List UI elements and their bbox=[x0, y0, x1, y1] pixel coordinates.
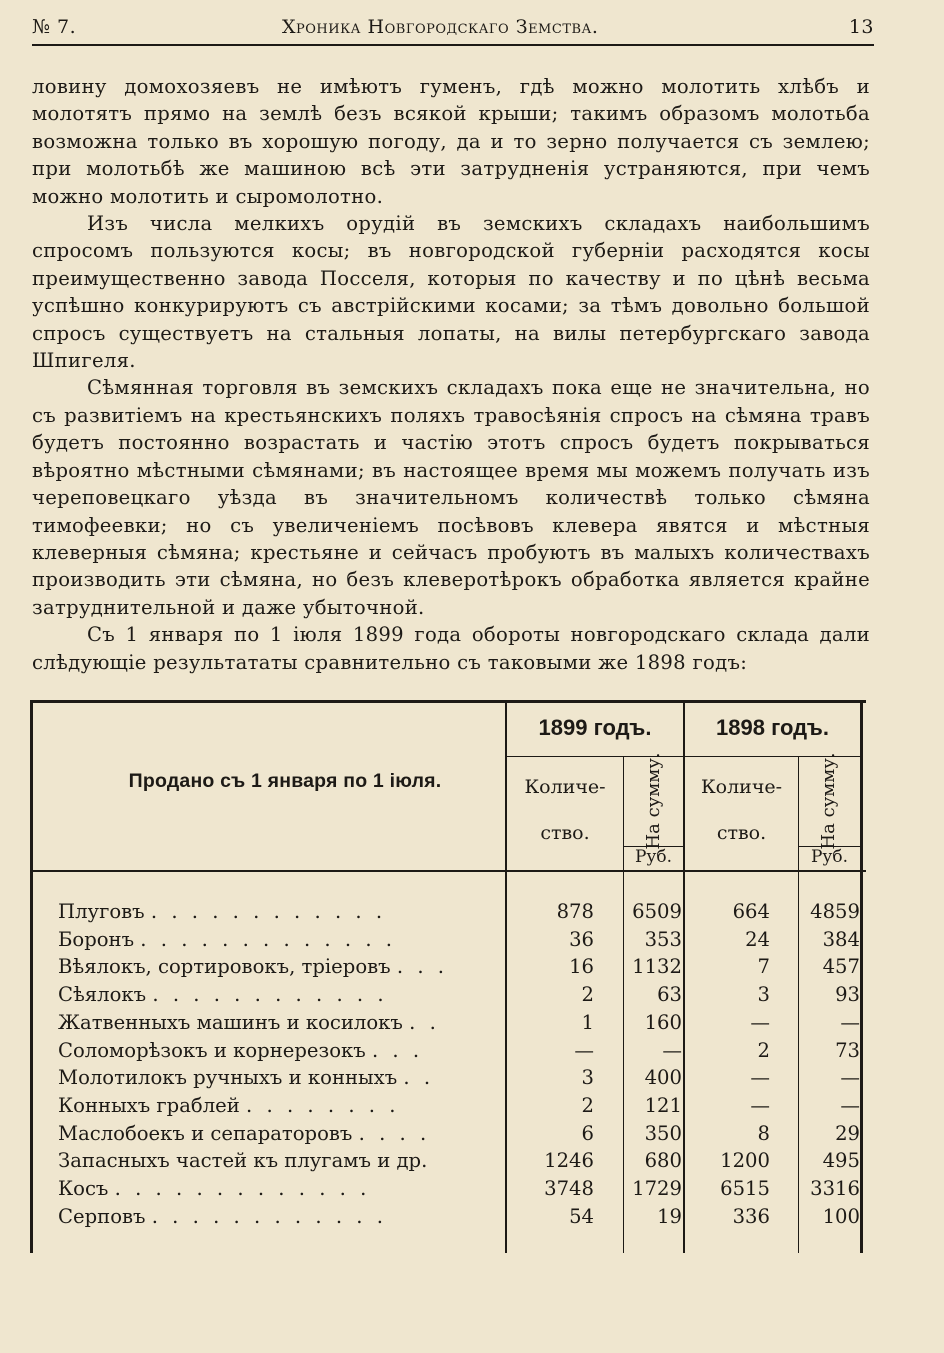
qty-1899-cell: 6 bbox=[581, 1121, 594, 1145]
table-row bbox=[30, 898, 866, 926]
qty-1899-cell: — bbox=[574, 1038, 594, 1062]
row-label bbox=[58, 898, 498, 926]
year-1898-header: 1898 годъ. bbox=[716, 715, 829, 740]
row-label-text: Вѣялокъ, сортировокъ, тріеровъ bbox=[58, 955, 391, 979]
row-label-text: Косъ bbox=[58, 1177, 109, 1200]
qty-header-top: Количе- bbox=[524, 776, 606, 798]
paragraph: ловину домохозяевъ не имѣютъ гуменъ, гдѣ можно молотить хлѣбъ и молотятъ прямо на землѣ безъ всякой крыши; такимъ образомъ молотьба возможна только въ хорошую погоду, да и то зерно получается съ землею; при молотьбѣ же машиною всѣ эти затрудненія устраняются, при чемъ можно молотить и сыромолотно. bbox=[32, 75, 870, 208]
qty-1898-cell: 336 bbox=[732, 1204, 770, 1228]
sum-1899-cell: 400 bbox=[644, 1066, 682, 1090]
row-label-text: Сѣялокъ bbox=[58, 983, 147, 1007]
paragraph: Сѣмянная торговля въ земскихъ складахъ пока еще не значительна, но съ развитіемъ на крестьянскихъ поляхъ травосѣянія спросъ на сѣмяна травъ будетъ постоянно возрастать и частію этотъ спросъ будетъ покрываться вѣроятно мѣстными сѣмянами; въ настоящее время мы можемъ получать изъ череповецкаго уѣзда въ значительномъ количествѣ только сѣмяна тимофеевки; но съ увеличеніемъ посѣвовъ клевера явятся и мѣстныя клеверныя сѣмяна; крестьяне и сейчасъ пробуютъ въ малыхъ количествахъ производить эти сѣмяна, но безъ клеверотѣрокъ обработка является крайне затруднительной и даже убыточной. bbox=[32, 376, 870, 619]
year-rule bbox=[505, 756, 863, 757]
qty-header-top: Количе- bbox=[700, 776, 783, 798]
running-header bbox=[32, 10, 874, 44]
qty-1899-cell: 3 bbox=[581, 1066, 594, 1090]
table-row bbox=[30, 1175, 866, 1203]
row-label-text: Запасныхъ частей къ плугамъ и др. bbox=[58, 1149, 428, 1173]
qty-1899-cell: 878 bbox=[556, 900, 594, 923]
qty-1898-cell: — bbox=[750, 1010, 770, 1034]
qty-1898-cell: 2 bbox=[757, 1038, 770, 1062]
leader-dots: . . . . . . . . . . . . bbox=[151, 1204, 387, 1228]
row-label-text: Соломорѣзокъ и корнерезокъ bbox=[58, 1038, 366, 1062]
sum-1898-cell: 29 bbox=[835, 1121, 860, 1145]
qty-header-bottom: ство. bbox=[716, 822, 767, 844]
qty-1899-cell: 1 bbox=[581, 1010, 594, 1034]
leader-dots: . . . . . . . . bbox=[246, 1093, 400, 1117]
table-row bbox=[30, 1120, 866, 1148]
year-1899-header: 1899 годъ. bbox=[538, 715, 652, 740]
row-label bbox=[58, 981, 498, 1009]
qty-1898-cell: 7 bbox=[757, 955, 770, 979]
qty-1898-cell: 664 bbox=[732, 900, 770, 923]
row-label bbox=[58, 953, 498, 981]
leader-dots: . . bbox=[409, 1010, 440, 1034]
table-row bbox=[30, 953, 866, 981]
sum-1899-cell: 6509 bbox=[632, 900, 682, 923]
sum-1899-cell: 353 bbox=[644, 927, 682, 951]
table-row bbox=[30, 1009, 866, 1037]
header-rule bbox=[32, 44, 874, 46]
table-row bbox=[30, 1092, 866, 1120]
qty-1899-cell: 16 bbox=[569, 955, 594, 979]
sum-1898-cell: — bbox=[840, 1066, 860, 1090]
row-label bbox=[58, 1203, 498, 1231]
qty-header-1898 bbox=[685, 764, 798, 856]
sum-header-1898: На сумму. bbox=[818, 752, 839, 850]
table-row bbox=[30, 1147, 866, 1175]
sum-1899-cell: 160 bbox=[644, 1010, 682, 1034]
sum-1899-cell: 63 bbox=[657, 983, 682, 1007]
page-number: 13 bbox=[848, 16, 874, 38]
rub-header-1899: Руб. bbox=[634, 847, 673, 867]
qty-1898-cell: 24 bbox=[745, 927, 770, 951]
sum-1898-cell: 457 bbox=[822, 955, 860, 979]
sum-1898-cell: 100 bbox=[822, 1204, 860, 1228]
leader-dots: . . . . . . . . . . . . bbox=[152, 983, 388, 1007]
table-row bbox=[30, 981, 866, 1009]
journal-title: Хроника Новгородскаго Земства. bbox=[282, 16, 599, 38]
leader-dots: . . bbox=[403, 1066, 435, 1090]
sum-1899-cell: 1132 bbox=[632, 955, 682, 979]
qty-header-1899 bbox=[507, 764, 623, 856]
sum-1898-cell: 73 bbox=[835, 1038, 860, 1062]
row-label-text: Серповъ bbox=[58, 1204, 146, 1228]
row-label bbox=[58, 1009, 498, 1037]
row-label bbox=[58, 1147, 498, 1175]
issue-number: № 7. bbox=[32, 16, 77, 38]
sum-header-1899: На сумму. bbox=[643, 752, 664, 850]
sum-1899-cell: 680 bbox=[644, 1149, 682, 1173]
rub-header-1898: Руб. bbox=[810, 847, 849, 867]
sum-1898-cell: 4859 bbox=[810, 900, 860, 923]
row-label bbox=[58, 1064, 498, 1092]
qty-1898-cell: — bbox=[750, 1066, 770, 1090]
table-top-rule bbox=[30, 700, 866, 703]
table-row bbox=[30, 1203, 866, 1231]
qty-header-bottom: ство. bbox=[540, 822, 590, 844]
sum-1899-cell: 350 bbox=[644, 1121, 682, 1145]
row-label-text: Плуговъ bbox=[58, 900, 145, 923]
row-label bbox=[58, 1120, 498, 1148]
body-text bbox=[32, 73, 870, 676]
qty-1898-cell: 3 bbox=[757, 983, 770, 1007]
leader-dots: . . . . . . . . . . . . bbox=[150, 900, 387, 923]
sum-1899-cell: 19 bbox=[657, 1204, 682, 1228]
row-label-text: Маслобоекъ и сепараторовъ bbox=[58, 1121, 353, 1145]
table-row bbox=[30, 926, 866, 954]
leader-dots: . . . bbox=[371, 1038, 424, 1062]
qty-1899-cell: 1246 bbox=[544, 1149, 594, 1173]
sum-1899-cell: 1729 bbox=[632, 1177, 682, 1200]
sum-1899-cell: 121 bbox=[644, 1093, 682, 1117]
qty-1899-cell: 54 bbox=[569, 1204, 594, 1228]
qty-1898-cell: 6515 bbox=[720, 1177, 770, 1200]
qty-1898-cell: 1200 bbox=[720, 1149, 770, 1173]
leader-dots: . . . . bbox=[358, 1121, 431, 1145]
qty-1898-cell: — bbox=[750, 1093, 770, 1117]
main-column-header: Продано съ 1 января по 1 іюля. bbox=[128, 770, 442, 792]
leader-dots: . . . bbox=[396, 955, 449, 979]
sum-1898-cell: — bbox=[840, 1093, 860, 1117]
leader-dots: . . . . . . . . . . . . . bbox=[114, 1177, 371, 1200]
qty-1899-cell: 3748 bbox=[544, 1177, 594, 1200]
table-row bbox=[30, 1037, 866, 1065]
row-label bbox=[58, 1175, 498, 1203]
row-label bbox=[58, 926, 498, 954]
row-label bbox=[58, 1092, 498, 1120]
leader-dots: . . . . . . . . . . . . . bbox=[140, 927, 397, 951]
row-label bbox=[58, 1037, 498, 1065]
row-label-text: Жатвенныхъ машинъ и косилокъ bbox=[58, 1010, 403, 1034]
table-row bbox=[30, 1064, 866, 1092]
paragraph: Съ 1 января по 1 іюля 1899 года обороты новгородскаго склада дали слѣдующіе результататы сравнительно съ таковыми же 1898 годъ: bbox=[32, 623, 870, 674]
sum-1898-cell: 93 bbox=[835, 983, 860, 1007]
header-bottom-rule bbox=[30, 870, 866, 872]
sum-1899-cell: — bbox=[662, 1038, 682, 1062]
row-label-text: Молотилокъ ручныхъ и конныхъ bbox=[58, 1066, 398, 1090]
paragraph: Изъ числа мелкихъ орудій въ земскихъ складахъ наибольшимъ спросомъ пользуются косы; въ новгородской губерніи расходятся косы преимущественно завода Посселя, которыя по качеству и по цѣнѣ весьма успѣшно конкурируютъ съ австрійскими косами; за тѣмъ довольно большой спросъ существуетъ на стальныя лопаты, на вилы петербургскаго завода Шпигеля. bbox=[32, 212, 870, 373]
qty-1899-cell: 2 bbox=[581, 983, 594, 1007]
row-label-text: Конныхъ граблей bbox=[58, 1093, 240, 1117]
sales-table bbox=[30, 700, 866, 1253]
sum-1898-cell: 3316 bbox=[810, 1177, 860, 1200]
row-label-text: Боронъ bbox=[58, 927, 135, 951]
qty-1899-cell: 36 bbox=[569, 927, 594, 951]
sum-1898-cell: — bbox=[840, 1010, 860, 1034]
sum-1898-cell: 495 bbox=[822, 1149, 860, 1173]
qty-1898-cell: 8 bbox=[757, 1121, 770, 1145]
sum-1898-cell: 384 bbox=[822, 927, 860, 951]
qty-1899-cell: 2 bbox=[581, 1093, 594, 1117]
